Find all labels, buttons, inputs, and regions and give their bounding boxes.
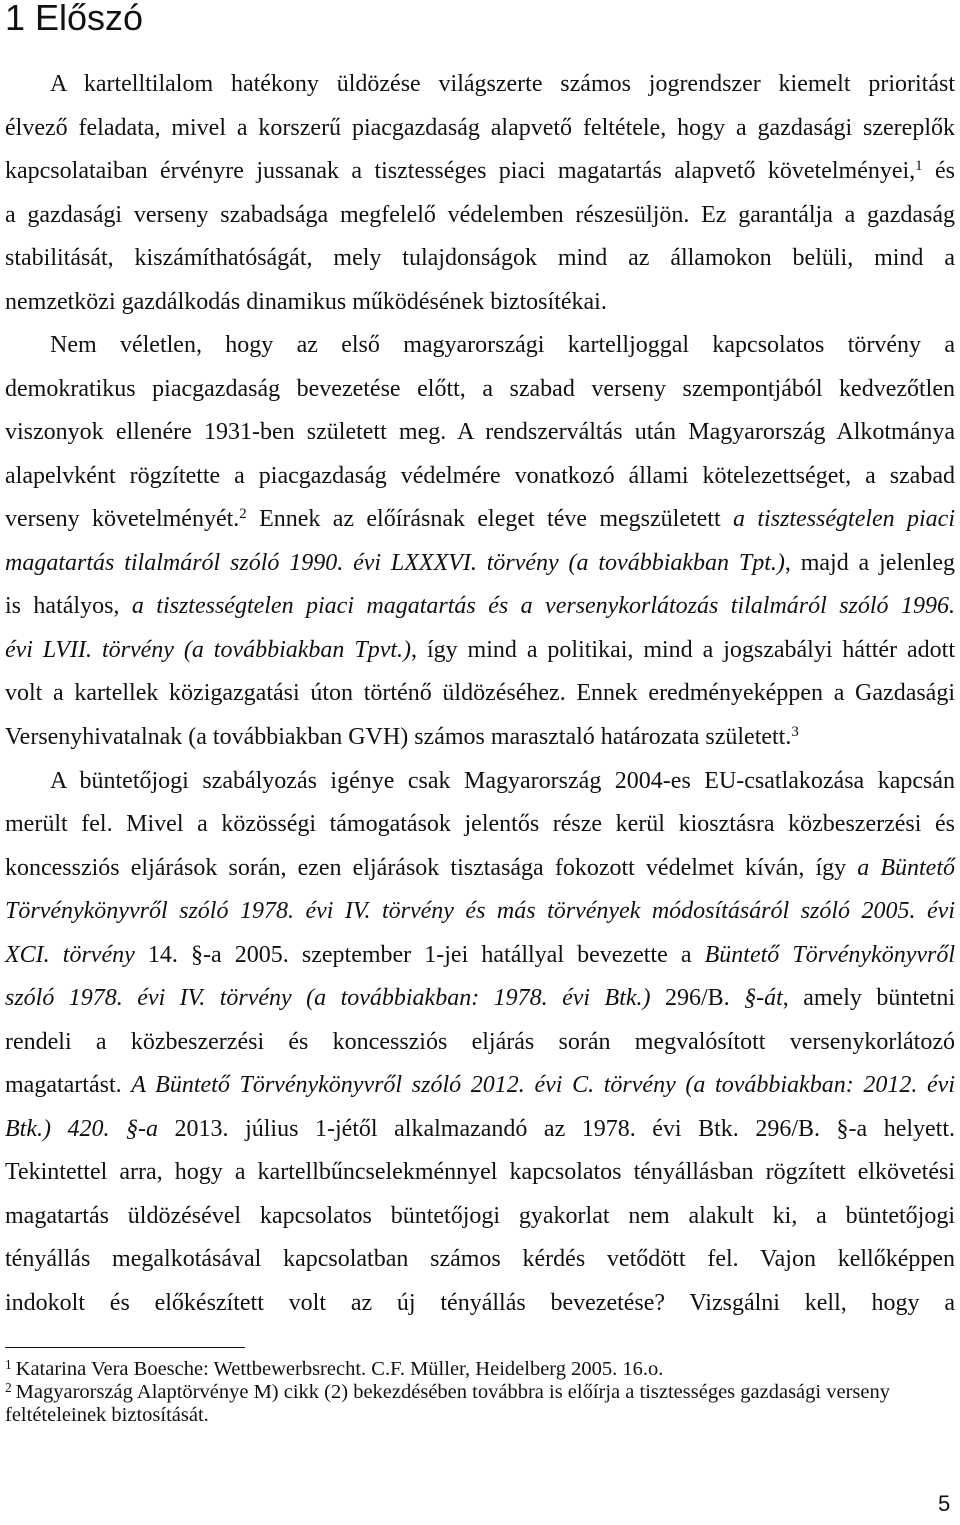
italic-text-run: XCI. törvény [5,941,135,968]
text-line [5,672,955,716]
text-line [5,1238,955,1282]
italic-text-run: Büntető Törvénykönyvről [704,941,956,968]
text-line [5,1108,955,1152]
italic-text-run: Törvénykönyvről szóló 1978. évi IV. törvény és más törvények módosításáról szóló 2005. évi [5,898,955,925]
text-line [5,847,955,891]
text-line [5,629,955,673]
footnote-text: Katarina Vera Boesche: Wettbewerbsrecht. C.F. Müller, Heidelberg 2005. 16.o. [15,1358,664,1380]
text-line [5,237,955,281]
text-run: magatartás üldözésével kapcsolatos büntetőjogi gyakorlat nem alakult ki, a büntetőjogi [5,1202,955,1229]
text-run: kapcsolataiban érvényre jussanak a tisztességes piaci magatartás alapvető követelményei, [5,158,916,185]
italic-text-run: A Büntető Törvénykönyvről szóló 2012. évi C. törvény (a továbbiakban: 2012. évi [131,1072,955,1099]
footnote-ref: 2 [239,506,247,523]
footnote-text: Magyarország Alaptörvénye M) cikk (2) bekezdésében továbbra is előírja a tisztességes gazdasági verseny feltételeinek biztosítását. [5,1381,890,1426]
italic-text-run: évi LVII. törvény (a továbbiakban Tpvt.) [5,636,412,663]
text-line [5,585,955,629]
text-line [5,194,955,238]
text-run: is hatályos, [5,593,132,620]
text-run: Nem véletlen, hogy az első magyarországi kartelljoggal kapcsolatos törvény a [50,332,955,359]
text-line [5,890,955,934]
paragraph [5,760,955,1326]
text-line [5,455,955,499]
text-line [5,63,955,107]
text-run: Ennek az előírásnak eleget téve megszületett [246,506,733,533]
text-line [5,760,955,804]
text-run: alapelvként rögzítette a piacgazdaság védelmére vonatkozó állami kötelezettséget, a szabad [5,462,955,489]
chapter-heading: 1 Előszó [5,0,144,38]
text-run: rendeli a közbeszerzési és koncessziós eljárás során megvalósított versenykorlátozó [5,1028,955,1055]
text-line [5,1151,955,1195]
text-line [5,716,955,760]
italic-text-run: a tisztességtelen piaci magatartás és a versenykorlátozás tilalmáról szóló 1996. [131,593,955,620]
footnote [5,1381,955,1427]
text-run: A kartelltilalom hatékony üldözése világszerte számos jogrendszer kiemelt prioritást [50,71,955,97]
text-run: A büntetőjogi szabályozás igénye csak Magyarország 2004-es EU-csatlakozása kapcsán [50,767,955,794]
text-run: koncessziós eljárások során, ezen eljárások tisztasága fokozott védelmet kíván, így [5,854,858,881]
text-line [5,1064,955,1108]
text-run: volt a kartellek közigazgatási úton történő üldözéséhez. Ennek eredményeképpen a Gazdasági [5,680,955,707]
text-line [5,324,955,368]
text-line [5,281,955,325]
text-run: viszonyok ellenére 1931-ben született meg. A rendszerváltás után Magyarország Alkotmánya [5,419,955,446]
text-run: 296/B. [650,985,745,1012]
italic-text-run: a Büntető [857,854,955,881]
text-run: Versenyhivatalnak (a továbbiakban GVH) számos marasztaló határozata született. [5,723,792,750]
text-line [5,542,955,586]
text-run: Tekintettel arra, hogy a kartellbűncselekménnyel kapcsolatos tényállásban rögzített elkövetési [5,1159,955,1186]
text-run: tényállás megalkotásával kapcsolatban számos kérdés vetődött fel. Vajon kellőképpen [5,1246,955,1273]
text-run: 2013. július 1-jétől alkalmazandó az 1978. évi Btk. 296/B. §-a helyett. [158,1115,956,1142]
page-number: 5 [938,1491,951,1516]
text-line [5,803,955,847]
text-line [5,368,955,412]
text-run: merült fel. Mivel a közösségi támogatások jelentős része kerül kiosztásra közbeszerzési és [5,811,955,838]
italic-text-run: magatartás tilalmáról szóló 1990. évi LXXXVI. törvény (a továbbiakban Tpt.) [5,549,785,576]
italic-text-run: a tisztességtelen piaci [733,506,956,533]
footnote-ref: 3 [791,723,799,740]
footnotes [5,1358,955,1427]
text-run: demokratikus piacgazdaság bevezetése előtt, a szabad verseny szempontjából kedvezőtlen [5,375,955,402]
text-line [5,977,955,1021]
italic-text-run: szóló 1978. évi IV. törvény (a továbbiakban: 1978. évi Btk.) [5,985,651,1012]
text-line [5,107,955,151]
italic-text-run: Btk.) 420. §-a [5,1115,159,1142]
text-run: 14. §-a 2005. szeptember 1-jei hatállyal bevezette a [134,941,705,968]
text-line [5,150,955,194]
footnote-ref: 1 [915,157,923,174]
text-line [5,1195,955,1239]
text-run: , így mind a politikai, mind a jogszabályi háttér adott [411,636,955,663]
text-run: , amely büntetni [782,985,955,1012]
paragraph [5,324,955,759]
text-line [5,1021,955,1065]
paragraph [5,63,955,324]
italic-text-run: §-át [744,985,783,1012]
body-text [5,63,955,1325]
text-run: stabilitását, kiszámíthatóságát, mely tulajdonságok mind az államokon belüli, mind a [5,245,955,272]
text-run: magatartást. [5,1072,132,1099]
footnote-number: 1 [5,1357,12,1373]
text-run: indokolt és előkészített volt az új tényállás bevezetése? Vizsgálni kell, hogy a [5,1289,955,1316]
text-line [5,411,955,455]
text-run: a gazdasági verseny szabadsága megfelelő védelemben részesüljön. Ez garantálja a gazdaság [5,201,955,228]
text-line [5,498,955,542]
text-run: és [922,158,955,185]
footnote-separator [5,1347,245,1348]
text-run: nemzetközi gazdálkodás dinamikus működésének biztosítékai. [5,288,607,315]
text-run: , majd a jelenleg [784,549,955,576]
footnote-number: 2 [5,1380,12,1396]
footnote [5,1358,955,1381]
text-line [5,934,955,978]
text-run: verseny követelményét. [5,506,240,533]
text-run: élvező feladata, mivel a korszerű piacgazdaság alapvető feltétele, hogy a gazdasági szereplők [5,114,955,141]
text-line [5,1282,955,1326]
